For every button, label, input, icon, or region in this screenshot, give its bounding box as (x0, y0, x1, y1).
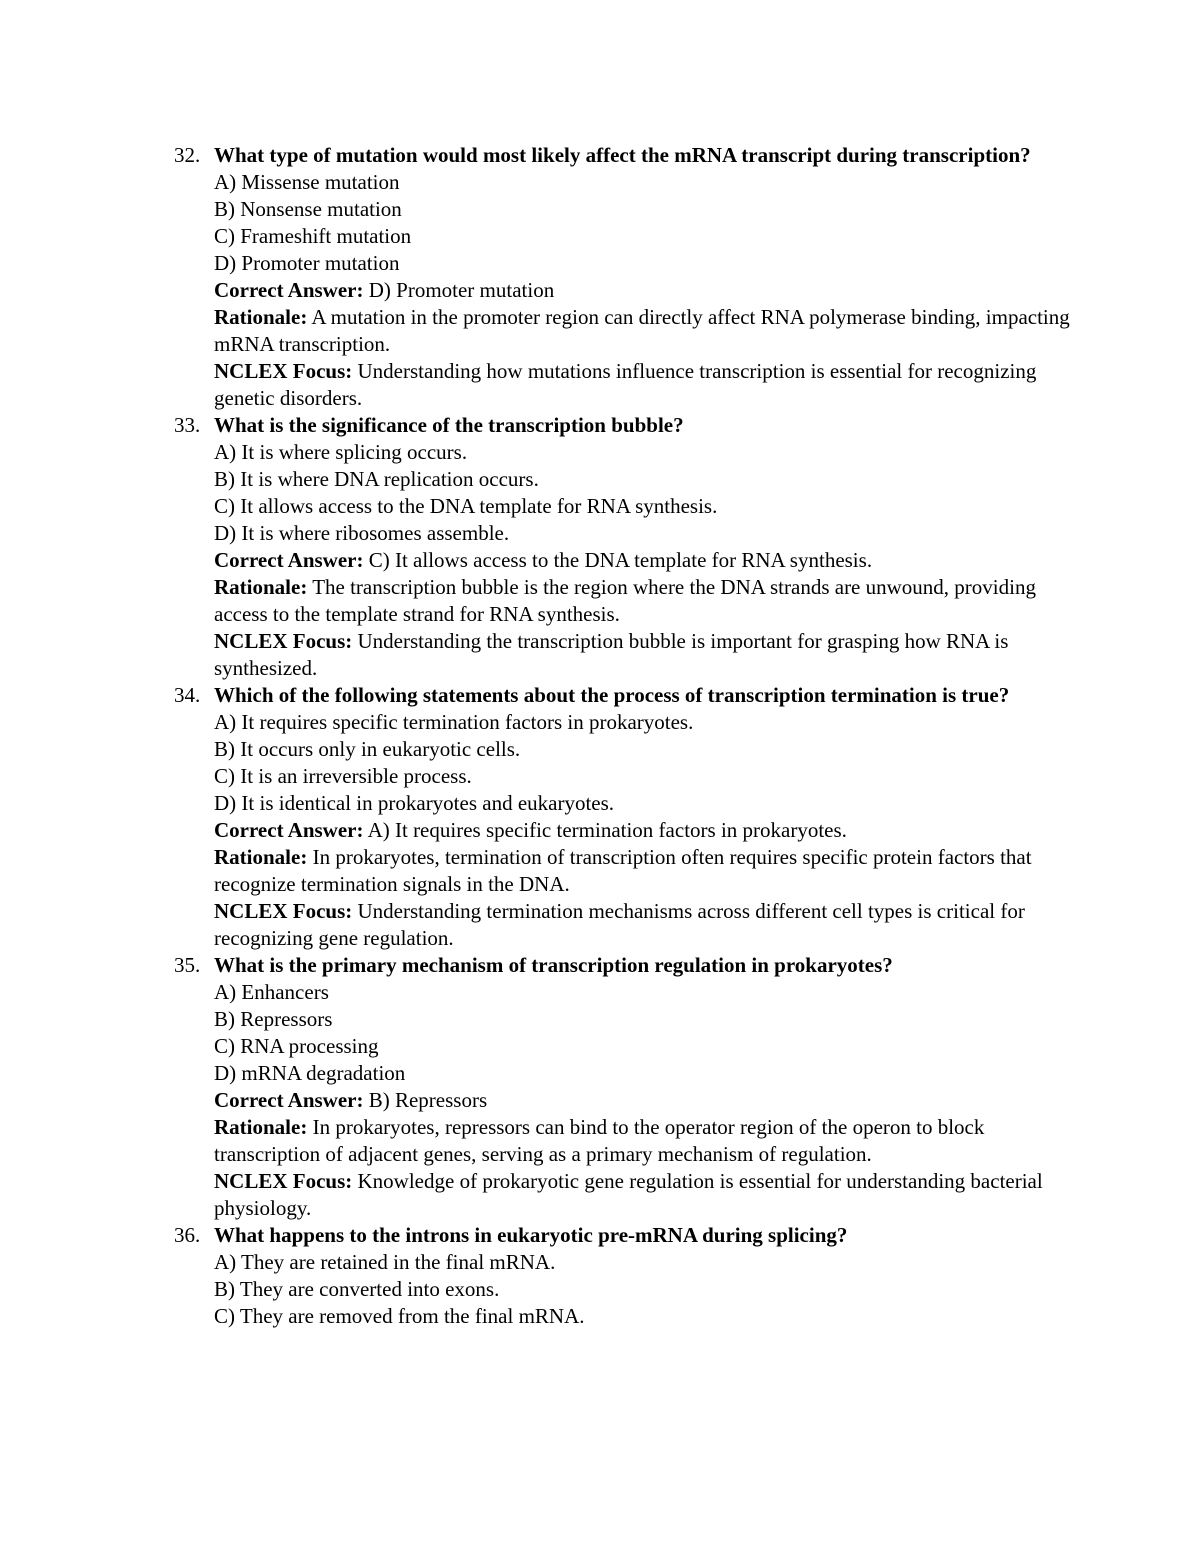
rationale (214, 1114, 1074, 1168)
nclex-focus-text: Understanding termination mechanisms across different cell types is critical for recognizing gene regulation. (214, 899, 1025, 950)
question-number: 33. (174, 413, 201, 437)
nclex-focus (214, 358, 1074, 412)
answer-option: C) It allows access to the DNA template for RNA synthesis. (214, 494, 718, 518)
question-text: Which of the following statements about the process of transcription termination is true? (214, 683, 1010, 707)
answer-option: C) It is an irreversible process. (214, 764, 472, 788)
correct-answer-text: B) Repressors (368, 1088, 488, 1112)
question-list (174, 142, 1074, 1330)
answer-option: A) It is where splicing occurs. (214, 440, 468, 464)
nclex-focus-label: NCLEX Focus: (214, 359, 353, 383)
answer-option: A) They are retained in the final mRNA. (214, 1250, 556, 1274)
answer-option: B) Nonsense mutation (214, 197, 402, 221)
rationale-text: The transcription bubble is the region where the DNA strands are unwound, providing access to the template strand for RNA synthesis. (214, 575, 1036, 626)
nclex-focus (214, 1168, 1074, 1222)
correct-answer-text: D) Promoter mutation (368, 278, 555, 302)
correct-answer-label: Correct Answer: (214, 278, 364, 302)
rationale-label: Rationale: (214, 305, 308, 329)
correct-answer (214, 547, 1074, 574)
question-number: 32. (174, 143, 201, 167)
correct-answer (214, 1087, 1074, 1114)
answer-option: A) Enhancers (214, 980, 329, 1004)
nclex-focus-text: Knowledge of prokaryotic gene regulation is essential for understanding bacterial physiology. (214, 1169, 1043, 1220)
question-number: 34. (174, 683, 201, 707)
rationale-label: Rationale: (214, 845, 308, 869)
answer-option: B) Repressors (214, 1007, 333, 1031)
question-text: What is the significance of the transcription bubble? (214, 413, 684, 437)
correct-answer-text: C) It allows access to the DNA template for RNA synthesis. (368, 548, 873, 572)
answer-option: B) It occurs only in eukaryotic cells. (214, 737, 521, 761)
answer-option: A) It requires specific termination factors in prokaryotes. (214, 710, 694, 734)
rationale (214, 304, 1074, 358)
correct-answer-label: Correct Answer: (214, 1088, 364, 1112)
correct-answer-label: Correct Answer: (214, 818, 364, 842)
nclex-focus-label: NCLEX Focus: (214, 629, 353, 653)
correct-answer (214, 817, 1074, 844)
rationale-text: A mutation in the promoter region can directly affect RNA polymerase binding, impacting mRNA transcription. (214, 305, 1070, 356)
answer-option: A) Missense mutation (214, 170, 400, 194)
question-number: 36. (174, 1223, 201, 1247)
question-number: 35. (174, 953, 201, 977)
answer-option: C) Frameshift mutation (214, 224, 412, 248)
rationale-label: Rationale: (214, 1115, 308, 1139)
question-text: What happens to the introns in eukaryotic pre-mRNA during splicing? (214, 1223, 848, 1247)
answer-option: D) It is identical in prokaryotes and eukaryotes. (214, 791, 615, 815)
rationale (214, 844, 1074, 898)
answer-option: B) They are converted into exons. (214, 1277, 500, 1301)
correct-answer-text: A) It requires specific termination factors in prokaryotes. (367, 818, 847, 842)
rationale-text: In prokaryotes, termination of transcription often requires specific protein factors that recognize termination signals in the DNA. (214, 845, 1032, 896)
question-item (174, 682, 1074, 952)
correct-answer-label: Correct Answer: (214, 548, 364, 572)
question-item (174, 412, 1074, 682)
rationale-label: Rationale: (214, 575, 308, 599)
answer-option: C) They are removed from the final mRNA. (214, 1304, 585, 1328)
rationale-text: In prokaryotes, repressors can bind to the operator region of the operon to block transcription of adjacent genes, serving as a primary mechanism of regulation. (214, 1115, 985, 1166)
answer-option: B) It is where DNA replication occurs. (214, 467, 539, 491)
nclex-focus (214, 898, 1074, 952)
correct-answer (214, 277, 1074, 304)
question-item (174, 952, 1074, 1222)
answer-option: D) mRNA degradation (214, 1061, 406, 1085)
nclex-focus-label: NCLEX Focus: (214, 899, 353, 923)
nclex-focus (214, 628, 1074, 682)
question-text: What type of mutation would most likely affect the mRNA transcript during transcription? (214, 143, 1031, 167)
question-text: What is the primary mechanism of transcription regulation in prokaryotes? (214, 953, 893, 977)
nclex-focus-text: Understanding the transcription bubble is important for grasping how RNA is synthesized. (214, 629, 1009, 680)
question-item (174, 1222, 1074, 1330)
answer-option: D) It is where ribosomes assemble. (214, 521, 510, 545)
answer-option: D) Promoter mutation (214, 251, 400, 275)
answer-option: C) RNA processing (214, 1034, 379, 1058)
question-item (174, 142, 1074, 412)
nclex-focus-text: Understanding how mutations influence transcription is essential for recognizing genetic disorders. (214, 359, 1037, 410)
rationale (214, 574, 1074, 628)
nclex-focus-label: NCLEX Focus: (214, 1169, 353, 1193)
